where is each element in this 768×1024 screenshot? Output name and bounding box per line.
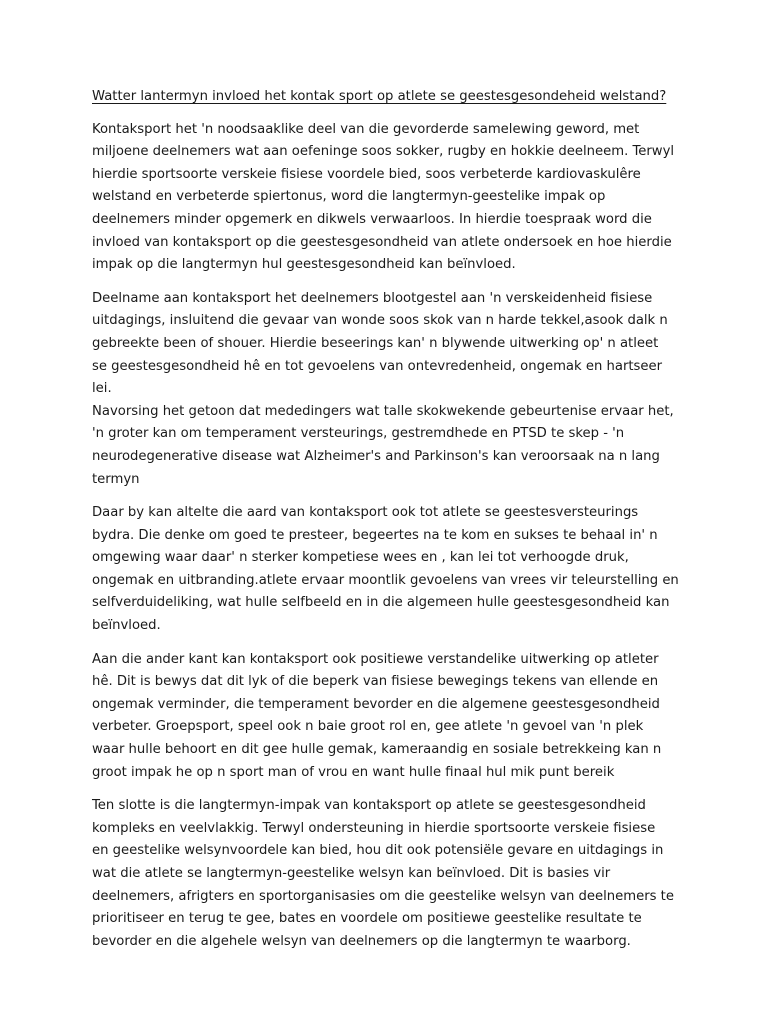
paragraph-physical-challenges: Deelname aan kontaksport het deelnemers blootgestel aan 'n verskeidenheid fisiese uitdagings, insluitend die gevaar van wonde soos skok van n harde tekkel,asook dalk n gebreekte been of shouer. Hierdie beseerings kan' n blywende uitwerking op' n atleet se geestesgesondheid hê en tot gevoelens van ontevredenheid, ongemak en hartseer lei. Navorsing het getoon dat mededingers wat talle skokwekende gebeurtenise ervaar het, 'n groter kan om temperament versteurings, gestremdhede en PTSD te skep - 'n neurodegenerative disease wat Alzheimer's and Parkinson's kan veroorsaak na n lang termyn bbox=[92, 290, 674, 487]
paragraph-intro: Kontaksport het 'n noodsaaklike deel van die gevorderde samelewing geword, met miljoene deelnemers wat aan oefeninge soos sokker, rugby en hokkie deelneem. Terwyl hierdie sportsoorte verskeie fisiese voordele bied, soos verbeterde kardiovaskulêre welstand en verbeterde spiertonus, word die langtermyn-geestelike impak op deelnemers minder opgemerk en dikwels verwaarloos. In hierdie toespraak word die invloed van kontaksport op die geestesgesondheid van atlete ondersoek en hoe hierdie impak op die langtermyn hul geestesgesondheid kan beïnvloed. bbox=[92, 121, 675, 273]
paragraph-positive-effects: Aan die ander kant kan kontaksport ook positiewe verstandelike uitwerking op atleter hê. Dit is bewys dat dit lyk of die beperk van fisiese bewegings tekens van ellende en ongemak verminder, die temperament bevorder en die algemene geestesgesondheid verbeter. Groepsport, speel ook n baie groot rol en, gee atlete 'n gevoel van 'n plek waar hulle behoort en dit gee hulle gemak, kameraandig en sosiale betrekkeing kan n groot impak he op n sport man of vrou en want hulle finaal hul mik punt bereik bbox=[92, 651, 662, 780]
document-title: Watter lantermyn invloed het kontak sport op atlete se geestesgesondeheid welstand? bbox=[92, 89, 667, 104]
document-page bbox=[92, 86, 682, 964]
paragraph-conclusion: Ten slotte is die langtermyn-impak van kontaksport op atlete se geestesgesondheid kompleks en veelvlakkig. Terwyl ondersteuning in hierdie sportsoorte verskeie fisiese en geestelike welsynvoordele kan bied, hou dit ook potensiële gevare en uitdagings in wat die atlete se langtermyn-geestelike welsyn kan beïnvloed. Dit is basies vir deelnemers, afrigters en sportorganisasies om die geestelike welsyn van deelnemers te prioritiseer en terug te gee, bates en voordele om positiewe geestelike resultate te bevorder en die algehele welsyn van deelnemers op die langtermyn te waarborg. bbox=[92, 798, 674, 949]
paragraph-pressure: Daar by kan altelte die aard van kontaksport ook tot atlete se geestesversteurings bydra. Die denke om goed te presteer, begeertes na te kom en sukses te behaal in' n omgewing waar daar' n sterker kompetiese wees en , kan lei tot verhoogde druk, ongemak en uitbranding.atlete ervaar moontlik gevoelens van vrees vir teleurstelling en selfverduideliking, wat hulle selfbeeld en in die algemeen hulle geestesgesondheid kan beïnvloed. bbox=[92, 505, 679, 634]
